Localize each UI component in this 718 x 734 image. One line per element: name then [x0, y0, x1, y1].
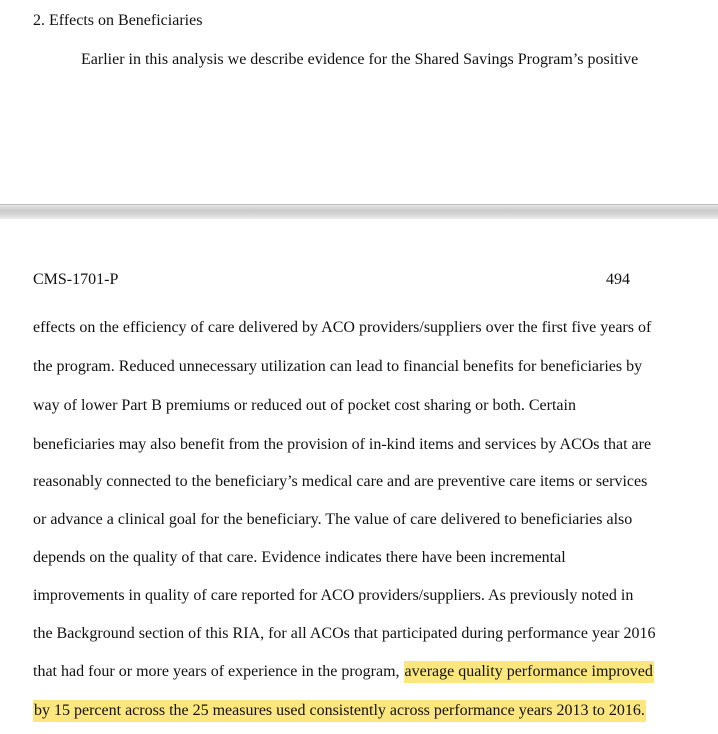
intro-paragraph-line: Earlier in this analysis we describe evidence for the Shared Savings Program’s positive: [81, 51, 639, 68]
page-number: 494: [606, 271, 630, 288]
body-text-line: way of lower Part B premiums or reduced out of pocket cost sharing or both. Certain: [33, 397, 576, 414]
highlighted-text: by 15 percent across the 25 measures used consistently across performance years 2013 to 2016.: [33, 700, 646, 722]
body-text-line: or advance a clinical goal for the beneficiary. The value of care delivered to beneficiaries also: [33, 511, 633, 528]
body-text-line-with-highlight: [33, 663, 654, 681]
body-text-line-highlighted: [33, 702, 646, 720]
body-text-line: effects on the efficiency of care delivered by ACO providers/suppliers over the first five years of: [33, 319, 652, 336]
current-page: [0, 219, 718, 734]
body-text-line: improvements in quality of care reported for ACO providers/suppliers. As previously noted in: [33, 587, 634, 604]
section-heading: 2. Effects on Beneficiaries: [33, 12, 203, 29]
body-text-line: the Background section of this RIA, for all ACOs that participated during performance year 2016: [33, 625, 656, 642]
plain-text-segment: that had four or more years of experience in the program,: [33, 663, 404, 680]
document-id-header: CMS-1701-P: [33, 271, 119, 288]
body-text-line: depends on the quality of that care. Evidence indicates there have been incremental: [33, 549, 566, 566]
body-text-line: beneficiaries may also benefit from the provision of in-kind items and services by ACOs that are: [33, 436, 652, 453]
body-text-line: reasonably connected to the beneficiary’s medical care and are preventive care items or services: [33, 473, 648, 490]
page-break-divider: [0, 204, 718, 220]
previous-page-fragment: [0, 0, 718, 204]
highlighted-text: average quality performance improved: [404, 661, 654, 683]
body-text-line: the program. Reduced unnecessary utilization can lead to financial benefits for beneficiaries by: [33, 358, 643, 375]
